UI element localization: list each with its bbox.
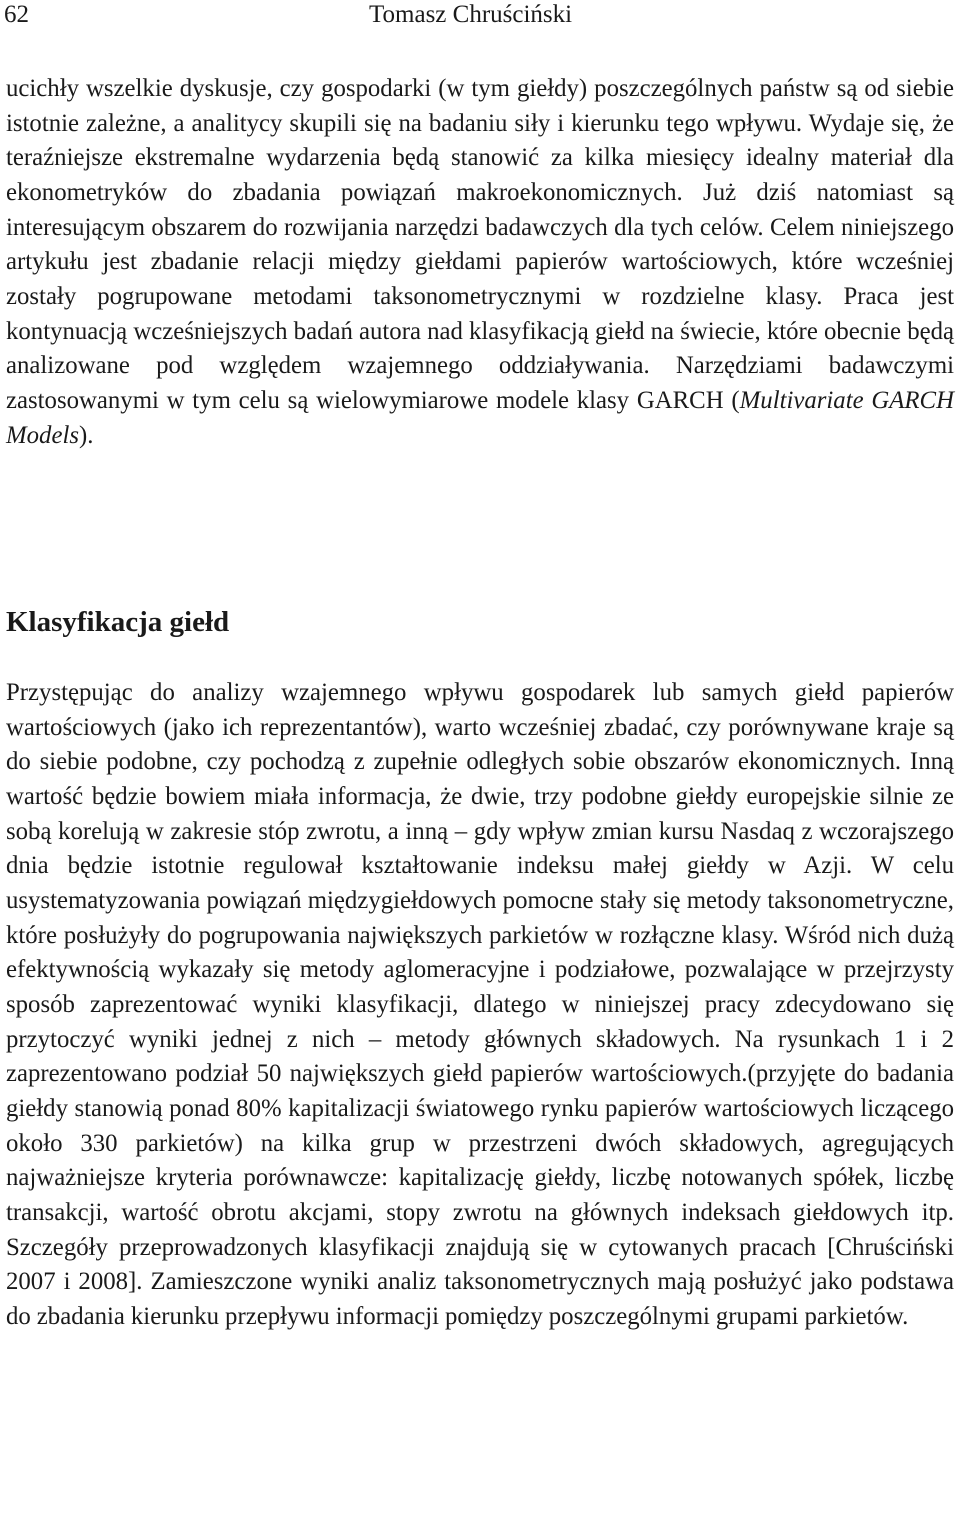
page-number: 62 [4, 1, 29, 28]
section-paragraph: Przystępując do analizy wzajemnego wpływu gospodarek lub samych giełd papierów wartościowych (jako ich reprezentantów), warto wcześniej zbadać, czy porównywane kraje są do siebie podobne, czy pochodzą z zupełnie odległych sobie obszarów ekonomicznych. Inną wartość będzie bowiem miała informacja, że dwie, trzy podobne giełdy europejskie silnie ze sobą korelują w zakresie stóp zwrotu, a inną – gdy wpływ zmian kursu Nasdaq z wczorajszego dnia będzie istotnie regulował kształtowanie indeksu małej giełdy w Azji. W celu usystematyzowania powiązań międzygiełdowych pomocne stały się metody taksonometryczne, które posłużyły do pogrupowania największych parkietów w rozłączne klasy. Wśród nich dużą efektywnością wykazały się metody aglomeracyjne i podziałowe, pozwalające w przejrzysty sposób zaprezentować wyniki klasyfikacji, dlatego w niniejszej pracy zdecydowano się przytoczyć wyniki jednej z nich – metody głównych składowych. Na rysunkach 1 i 2 zaprezentowano podział 50 największych giełd papierów wartościowych.(przyjęte do badania giełdy stanowią ponad 80% kapitalizacji światowego rynku papierów wartościowych liczącego około 330 parkietów) na kilka grup w przestrzeni dwóch składowych, agregujących najważniejsze kryteria porównawcze: kapitalizację giełdy, liczbę notowanych spółek, liczbę transakcji, wartość obrotu akcjami, stopy zwrotu na głównych indeksach giełdowych itp. Szczegóły przeprowadzonych klasyfikacji znajdują się w cytowanych pracach [Chruściński 2007 i 2008]. Zamieszczone wyniki analiz taksonometrycznych mają posłużyć jako podstawa do zbadania kierunku przepływu informacji pomiędzy poszczególnymi grupami parkietów. [6, 679, 954, 1330]
section-heading: Klasyfikacja giełd [6, 606, 230, 638]
intro-text-end: ). [79, 421, 94, 449]
intro-italic-term: Multivariate GARCH Models [6, 386, 955, 449]
intro-text: ucichły wszelkie dyskusje, czy gospodarki (w tym giełdy) poszczególnych państw są od siebie istotnie zależne, a analitycy skupili się na badaniu siły i kierunku tego wpływu. Wydaje się, że teraźniejsze ekstremalne wydarzenia będą stanowić za kilka miesięcy idealny materiał dla ekonometryków do zbadania powiązań makroekonomicznych. Już dziś natomiast są interesującym obszarem do rozwijania narzędzi badawczych dla tych celów. Celem niniejszego artykułu jest zbadanie relacji między giełdami papierów wartościowych, które wcześniej zostały pogrupowane metodami taksonometrycznymi w rozdzielne klasy. Praca jest kontynuacją wcześniejszych badań autora nad klasyfikacją giełd na świecie, które obecnie będą analizowane pod względem wzajemnego oddziaływania. Narzędziami badawczymi zastosowanymi w tym celu są wielowymiarowe modele klasy GARCH ( [6, 75, 954, 414]
intro-paragraph [6, 72, 954, 453]
running-head [4, 0, 960, 30]
running-head-author: Tomasz Chruściński [369, 1, 573, 28]
